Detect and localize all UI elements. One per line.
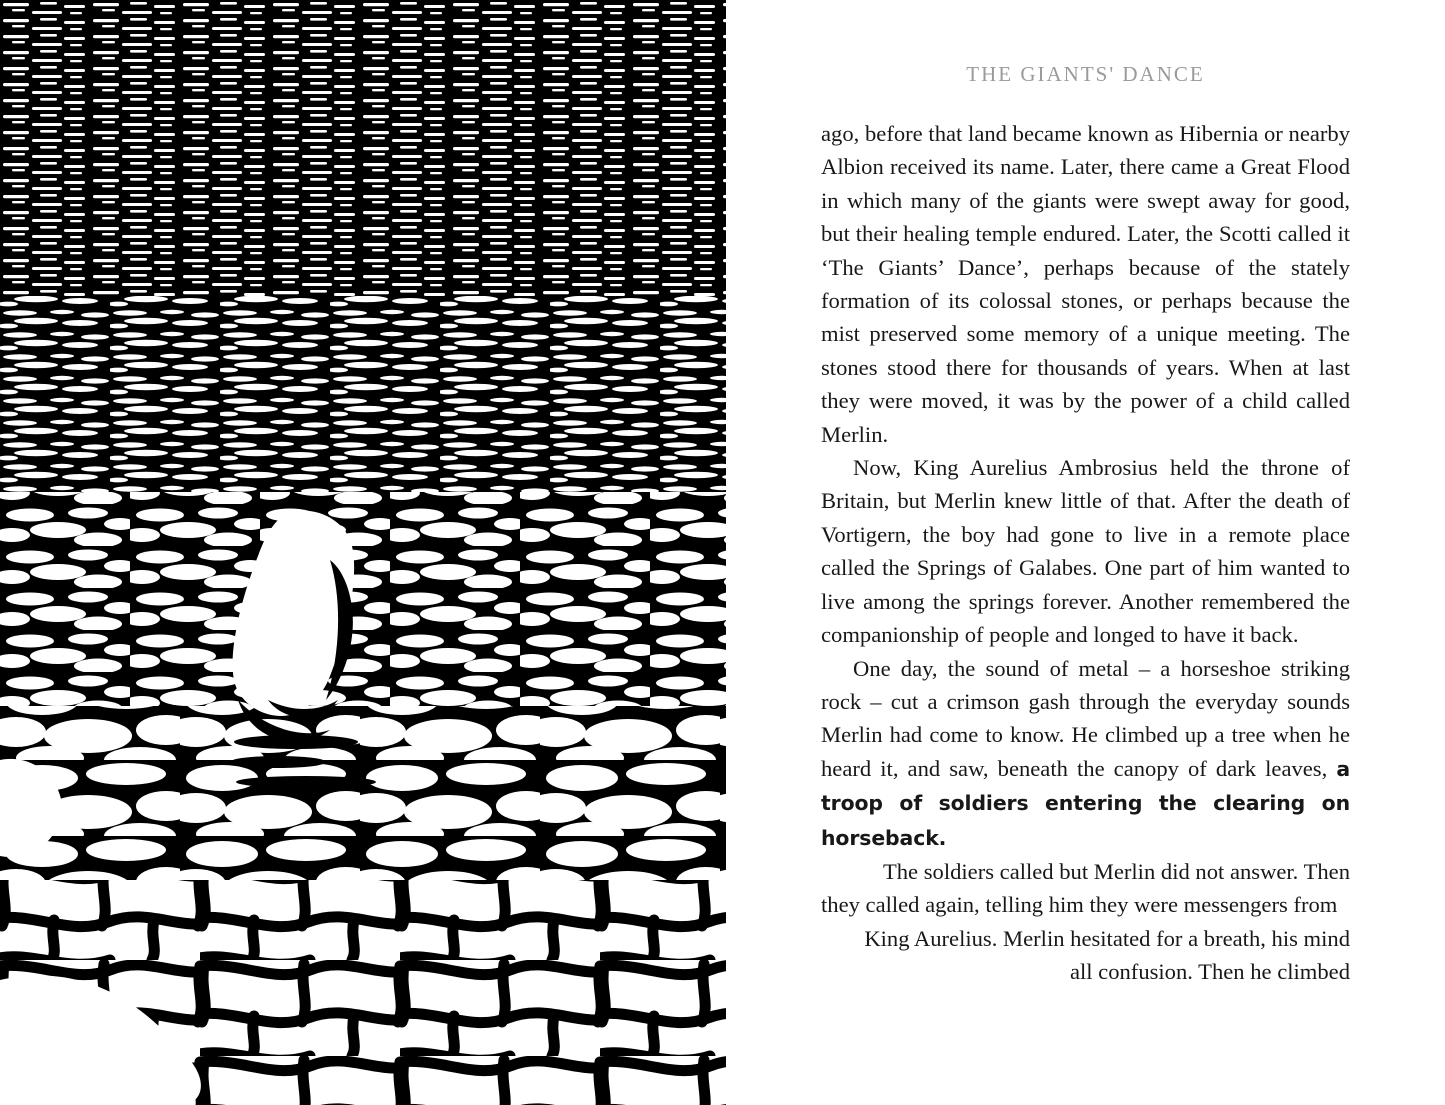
paragraph-3-emphasis: a troop of soldiers entering the clearing on horseback. [821, 756, 1350, 850]
paragraph-4-line-4: all confusion. Then he climbed [1069, 959, 1350, 985]
paragraph-4 [821, 855, 1350, 989]
paragraph-4-line-2: they called again, telling him they were messengers from [821, 892, 1338, 918]
body-text [821, 117, 1350, 989]
running-head: THE GIANTS' DANCE [966, 62, 1205, 86]
paragraph-1: ago, before that land became known as Hibernia or nearby Albion received its name. Later, there came a Great Flood in which many of the giants were swept away for good, but their healing temple endured. Later, the Scotti called it ‘The Giants’ Dance’, perhaps because of the stately formation of its colossal stones, or perhaps because the mist preserved some memory of a unique meeting. The stones stood there for thousands of years. When at last they were moved, it was by the power of a child called Merlin. [821, 121, 1350, 447]
paragraph-3 [821, 652, 1350, 855]
paragraph-3-lead: One day, the sound of metal – a horseshoe striking rock – cut a crimson gash through the everyday sounds Merlin had come to know. He climbed up a tree when he heard it, and saw, beneath the canopy of dark leaves, [821, 655, 1350, 781]
paragraph-2: Now, King Aurelius Ambrosius held the throne of Britain, but Merlin knew little of that. After the death of Vortigern, the boy had gone to live in a remote place called the Springs of Galabes. One part of him wanted to live among the springs forever. Another remembered the companionship of people and longed to have it back. [821, 455, 1350, 648]
text-column [726, 0, 1445, 1105]
paragraph-4-line-3: King Aurelius. Merlin hesitated for a breath, his mind [864, 925, 1350, 951]
paragraph-4-line-1: The soldiers called but Merlin did not answer. Then [882, 858, 1350, 884]
